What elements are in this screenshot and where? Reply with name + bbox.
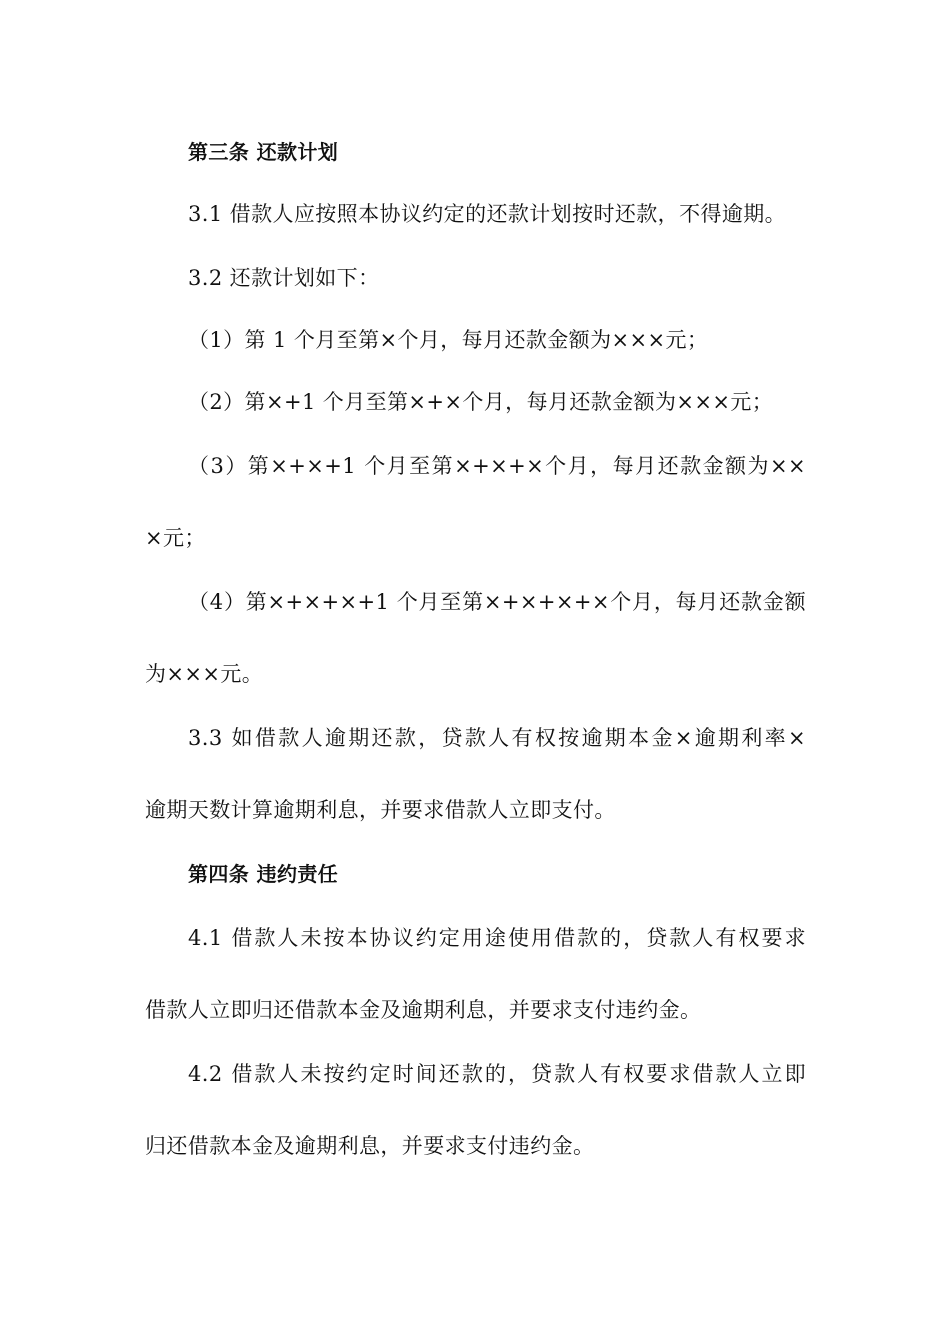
- section-4-heading: 第四条 违约责任: [188, 862, 339, 886]
- clause-3-3-line-1: 3.3 如借款人逾期还款，贷款人有权按逾期本金×逾期利率×: [188, 726, 806, 750]
- clause-4-2-line-2: 归还借款本金及逾期利息，并要求支付违约金。: [145, 1134, 595, 1158]
- plan-item-4-line-2: 为×××元。: [145, 662, 264, 686]
- clause-4-2-line-1: 4.2 借款人未按约定时间还款的，贷款人有权要求借款人立即: [188, 1062, 806, 1086]
- plan-item-2: （2）第×+1 个月至第×+×个月，每月还款金额为×××元；: [188, 390, 774, 414]
- clause-3-2: 3.2 还款计划如下：: [188, 266, 380, 290]
- plan-item-1: （1）第 1 个月至第×个月，每月还款金额为×××元；: [188, 328, 709, 352]
- plan-item-3-line-2: ×元；: [145, 526, 206, 550]
- clause-3-3-line-2: 逾期天数计算逾期利息，并要求借款人立即支付。: [145, 798, 616, 822]
- clause-4-1-line-2: 借款人立即归还借款本金及逾期利息，并要求支付违约金。: [145, 998, 702, 1022]
- clause-3-1: 3.1 借款人应按照本协议约定的还款计划按时还款，不得逾期。: [188, 202, 787, 226]
- plan-item-3-line-1: （3）第×+×+1 个月至第×+×+×个月，每月还款金额为××: [188, 454, 806, 478]
- clause-4-1-line-1: 4.1 借款人未按本协议约定用途使用借款的，贷款人有权要求: [188, 926, 806, 950]
- section-3-heading: 第三条 还款计划: [188, 140, 339, 164]
- plan-item-4-line-1: （4）第×+×+×+1 个月至第×+×+×+×个月，每月还款金额: [188, 590, 806, 614]
